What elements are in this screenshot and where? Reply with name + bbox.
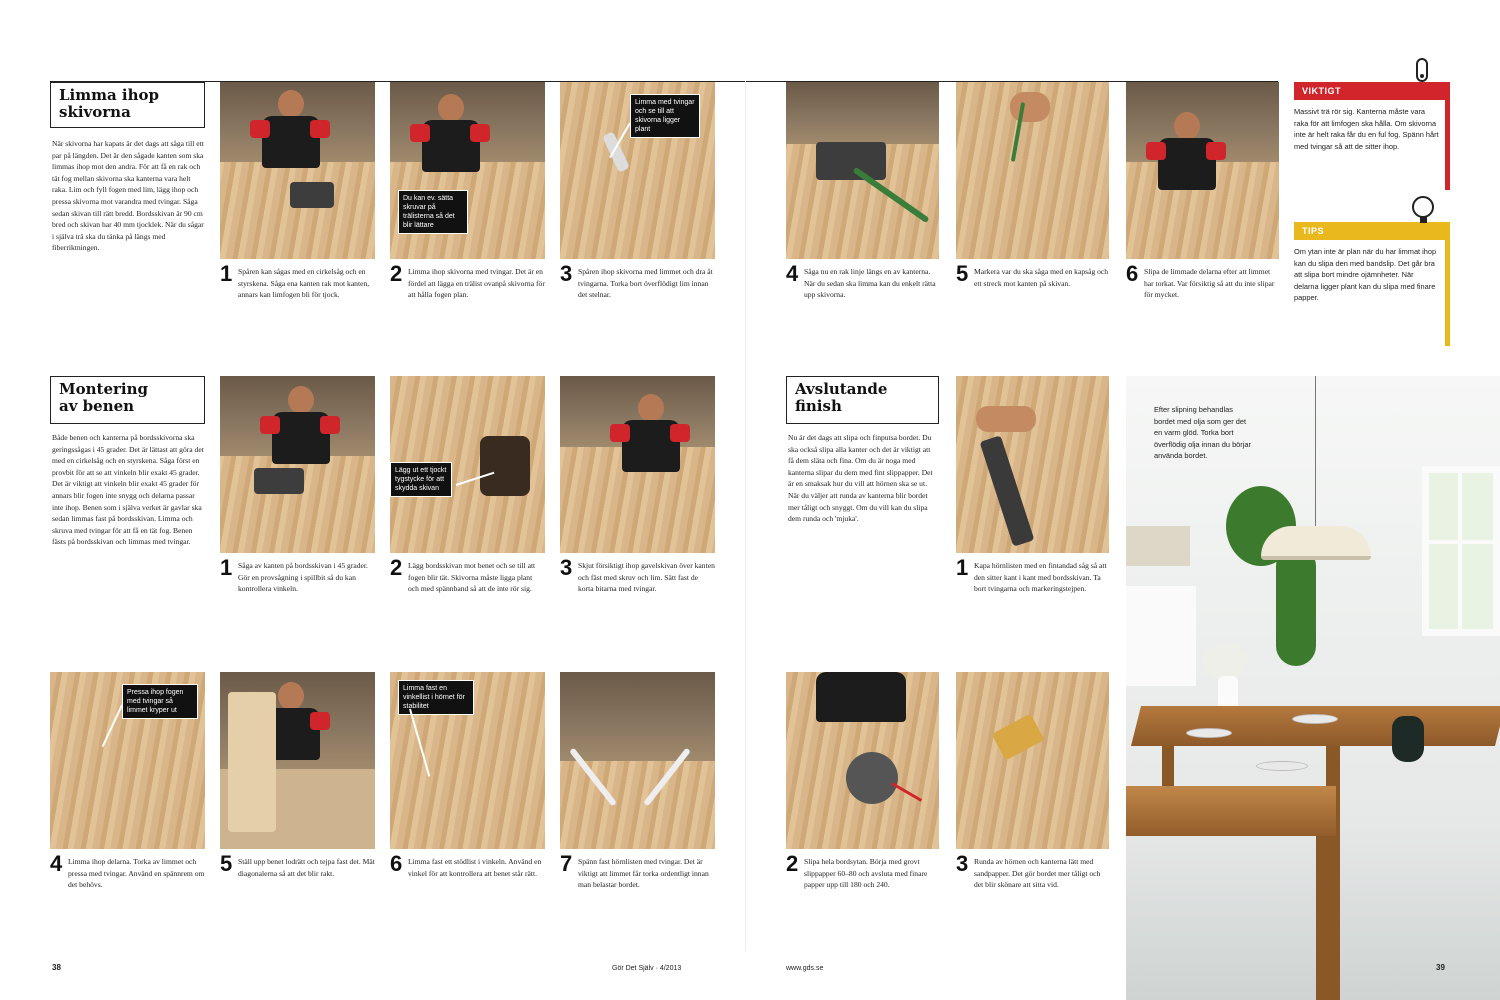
step-photo [956,376,1109,553]
step-number: 1 [956,555,969,580]
step-photo [220,672,375,849]
step-number: 1 [220,555,233,580]
page-gutter [745,81,746,951]
step-number: 4 [50,851,63,876]
step-1 [956,555,1109,656]
warning-label: VIKTIGT [1294,82,1450,100]
section-header-avslutande [786,376,939,424]
step-number: 5 [220,851,233,876]
step-number: 3 [956,851,969,876]
window [1422,466,1500,636]
table-top [1131,706,1500,746]
step-photo [220,376,375,553]
step-5 [956,261,1109,362]
step-2 [390,555,545,656]
step-7 [560,851,715,952]
step-number: 3 [560,261,573,286]
step-number: 2 [390,555,403,580]
tips-edge [1445,222,1450,346]
step-text: Såga nu en rak linje längs en av kanterna. När du sedan ska limma kan du enkelt rätta upp skivorna. [804,267,936,300]
tips-text: Om ytan inte är plan när du har limmat ihop kan du slipa den med bandslip. Det går bra att slipa bort mindre ojämnheter. När delarna ligger plant kan du slipa med finare papper. [1294,247,1437,303]
step-photo [390,672,545,849]
callout: Limma med tvingar och se till att skivorna ligger plant [630,94,700,138]
body-text-limma: När skivorna har kapats är det dags att såga till ett par på längden. Det är den sågade kanten som ska limmas ihop mot den andra. För att få en rak och tät fog mellan skivorna ska kanterna vara helt raka. Lim och fyll fogen med lim, lägg ihop och pressa skivorna mot varandra med tvingar. Såga sedan skivan till rätt bredd. Bordsskivan är 90 cm bred och skivan har 40 mm tjocklek. När du sågar i själva trä ska du tänka på längs med fiberriktningen. [52,139,204,253]
body-text-avslutande: Nu är det dags att slipa och finputsa bordet. Du ska också slipa alla kanter och det är viktigt att få dem släta och fina. Om du är noga med kanterna slipar du dem med fint slippapper. Det är en smaksak hur du vill att hörnen ska se ut. När du väljer att runda av kanterna blir bordet mer tåligt och snyggt. Om du vill kan du slipa dem runda och 'mjuka'. [788,433,933,524]
step-number: 2 [786,851,799,876]
step-1 [220,555,375,656]
warning-text: Massivt trä rör sig. Kanterna måste vara raka för att limfogen ska hålla. Om skivorna inte är helt raka får du en ful fog. Spänn hårt med tvingar så att de sitter ihop. [1294,107,1439,151]
step-photo [786,672,939,849]
section-header-limma [50,82,205,128]
step-photo [560,672,715,849]
tips-box [1294,222,1450,346]
warning-box [1294,82,1450,190]
step-number: 2 [390,261,403,286]
step-3 [560,555,715,656]
section-title: Avslutande finish [795,380,888,415]
lightbulb-icon [1412,196,1434,218]
callout: Lägg ut ett tjockt tygstycke för att skydda skivan [390,462,452,497]
step-number: 6 [390,851,403,876]
step-1 [220,261,375,362]
step-number: 3 [560,555,573,580]
step-text: Såga av kanten på bordsskivan i 45 grader. Gör en provsågning i spillbit så du kan kontrollera vinkeln. [238,561,368,594]
callout: Limma fast en vinkellist i hörnet för stabilitet [398,680,474,715]
step-3 [560,261,715,362]
step-number: 5 [956,261,969,286]
step-photo [956,82,1109,259]
step-photo [390,82,545,259]
step-text: Ställ upp benet lodrätt och tejpa fast det. Mät diagonalerna så att det blir rakt. [238,857,375,878]
step-text: Kapa hörnlisten med en fintandad såg så att den sitter kant i kant med bordsskivan. Ta bort tvingarna och markeringstejpen. [974,561,1107,594]
step-6 [390,851,545,952]
step-text: Spåren kan sågas med en cirkelsåg och en styrskena. Såga ena kanten rak mot kanten, annars kan limfogen bli för tjock. [238,267,370,300]
step-photo [390,376,545,553]
pendant-lamp [1261,526,1371,560]
bench [1126,786,1336,836]
step-text: Markera var du ska såga med en kapsåg och ett streck mot kanten på skivan. [974,267,1109,288]
step-text: Limma fast ett stödlist i vinkeln. Använd en vinkel för att kontrollera att benet står rätt. [408,857,542,878]
warning-edge [1445,82,1450,190]
step-text: Skjut försiktigt ihop gavelskivan över kanten och fäst med skruv och lim. Sätt fast de korta bitarna med tvingar. [578,561,715,594]
step-text: Slipa de limmade delarna efter att limmet har torkat. Var försiktig så att du inte slipar för mycket. [1144,267,1275,300]
step-photo [560,82,715,259]
callout: Pressa ihop fogen med tvingar så limmet kryper ut [122,684,198,719]
section-header-montering [50,376,205,424]
step-text: Limma ihop skivorna med tvingar. Det är en fördel att lägga en trälist ovanpå skivorna för att hålla fogen plan. [408,267,545,300]
section-title: Limma ihop skivorna [59,86,160,121]
step-text: Lägg bordsskivan mot benet och se till att fogen blir tät. Skivorna måste ligga plant och med spännband så att de inte rör sig. [408,561,536,594]
step-2 [390,261,545,362]
callout: Du kan ev. sätta skruvar på trälisterna så det blir lättare [398,190,468,234]
photo-caption: Efter slipning behandlas bordet med olja som ger det en varm glöd. Torka bort överflödig olja innan du börjar använda bordet. [1154,405,1251,461]
step-photo [220,82,375,259]
step-number: 6 [1126,261,1139,286]
step-text: Spänn fast hörnlisten med tvingar. Det är viktigt att limmet får torka ordentligt innan man belastar bordet. [578,857,709,890]
step-text: Limma ihop delarna. Torka av limmet och pressa med tvingar. Använd en spännrem om det behövs. [68,857,205,890]
section-title: Montering av benen [59,380,148,415]
tips-label: TIPS [1294,222,1450,240]
step-2 [786,851,939,952]
step-photo [1126,82,1279,259]
page-number-right: 39 [1436,963,1445,972]
step-text: Spåren ihop skivorna med limmet och dra åt tvingarna. Torka bort överflödigt lim innan det stelnar. [578,267,713,300]
step-4 [786,261,939,362]
step-3 [956,851,1109,952]
finished-table-photo [1126,376,1500,1000]
step-number: 7 [560,851,573,876]
step-photo [956,672,1109,849]
step-photo [50,672,205,849]
step-photo [786,82,939,259]
step-5 [220,851,375,952]
step-4 [50,851,205,952]
footer-publication: Gör Det Själv · 4/2013 [612,965,682,972]
step-photo [560,376,715,553]
step-text: Runda av hörnen och kanterna lätt med sandpapper. Det gör bordet mer tåligt och det blir skönare att sitta vid. [974,857,1101,890]
step-number: 4 [786,261,799,286]
step-text: Slipa hela bordsytan. Börja med grovt slippapper 60–80 och avsluta med finare papper upp till 180 och 240. [804,857,928,890]
footer-url: www.gds.se [786,965,824,972]
page-number-left: 38 [52,963,61,972]
warning-icon [1416,58,1428,82]
step-6 [1126,261,1279,362]
step-number: 1 [220,261,233,286]
body-text-montering: Både benen och kanterna på bordsskivorna ska geringssågas i 45 grader. Det är lättast att göra det med en cirkelsåg och en styrskena. Såga först en provbit för att se att vinkeln blir exakt 45 grader. Det är viktigt att vinkeln blir exakt 45 grader för annars blir fogen inte snygg och delarna passar inte ihop. Benen som i själva verket är gavlar ska sedan limmas fast på bordsskivan. Limma och skruva med tvingar för att få en tät fog. Benen fästs på bordsskivan och limmas med tvingar. [52,433,204,547]
